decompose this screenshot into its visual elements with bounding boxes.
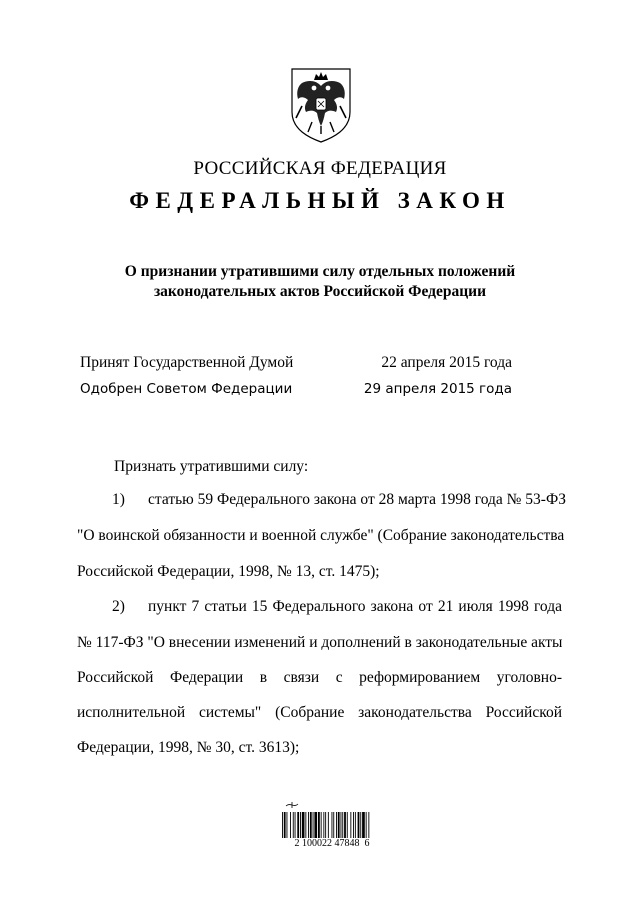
item-2-line-2: № 117-ФЗ "О внесении изменений и дополнений в законодательные акты [77, 634, 563, 651]
law-title-line-2: законодательных актов Российской Федерации [153, 283, 487, 300]
item-1-number: 1) [112, 491, 125, 508]
council-approval-label: Одобрен Советом Федерации [80, 381, 293, 397]
item-2-line-1: пункт 7 статьи 15 Федерального закона от 21 июля 1998 года [148, 598, 562, 615]
item-2-number: 2) [112, 598, 125, 615]
russian-coat-of-arms-icon [288, 66, 354, 144]
law-title-line-1: О признании утратившими силу отдельных положений [124, 263, 516, 280]
item-1-line-1: статью 59 Федерального закона от 28 марта 1998 года № 53-ФЗ [148, 491, 566, 508]
council-approval-date: 29 апреля 2015 года [363, 381, 512, 397]
item-1-line-2: "О воинской обязанности и военной службе" (Собрание законодательства [77, 527, 565, 544]
item-2-line-3: Российской Федерации в связи с реформированием уголовно- [77, 669, 562, 686]
country-name: РОССИЙСКАЯ ФЕДЕРАЦИЯ [193, 158, 447, 179]
barcode-number: 2 100022 47848 6 [294, 838, 370, 849]
duma-adoption-label: Принят Государственной Думой [80, 354, 294, 371]
item-1-line-3: Российской Федерации, 1998, № 13, ст. 1475); [77, 563, 380, 580]
item-2-line-4: исполнительной системы" (Собрание законодательства Российской [77, 704, 562, 721]
duma-adoption-date: 22 апреля 2015 года [381, 354, 512, 371]
law-type-heading: ФЕДЕРАЛЬНЫЙ ЗАКОН [129, 188, 511, 213]
law-title [80, 262, 560, 302]
item-2-line-5: Федерации, 1998, № 30, ст. 3613); [77, 739, 300, 756]
body-intro: Признать утратившими силу: [114, 458, 309, 475]
